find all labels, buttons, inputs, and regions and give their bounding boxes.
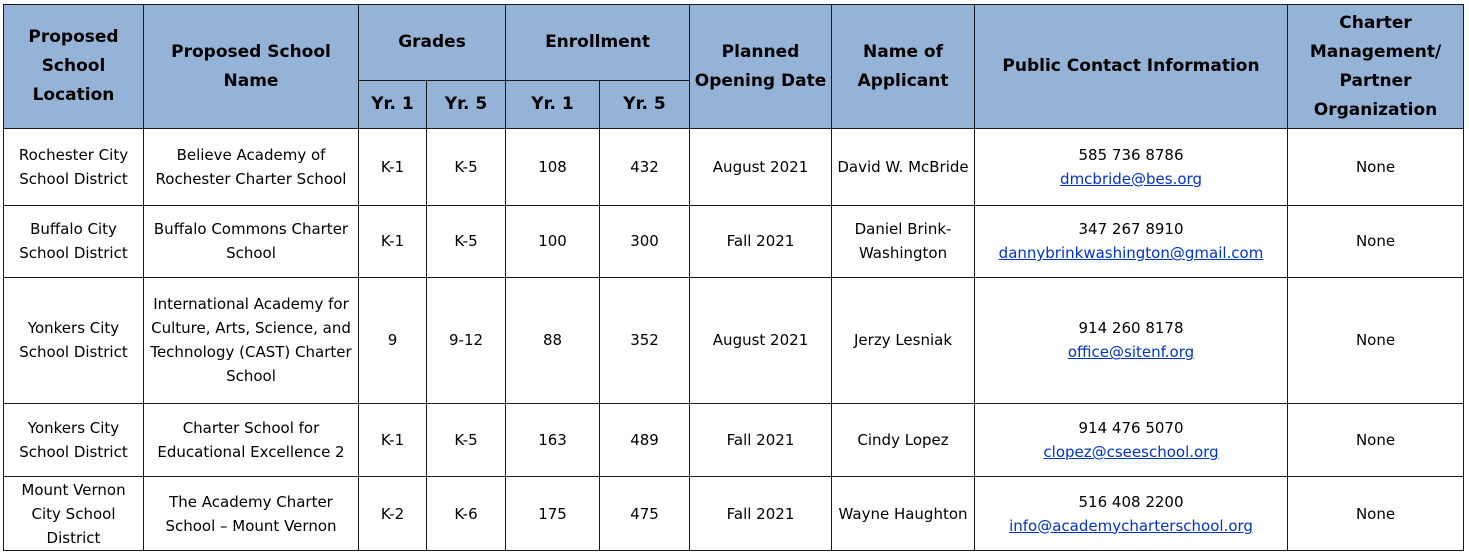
contact-phone: 516 408 2200 <box>1078 492 1184 511</box>
cell-opening-date: August 2021 <box>690 278 832 404</box>
cell-location: Yonkers City School District <box>4 403 144 477</box>
cell-opening-date: Fall 2021 <box>690 403 832 477</box>
cell-contact <box>975 129 1288 206</box>
cell-enroll-yr5: 432 <box>600 129 690 206</box>
header-opening-date: Planned Opening Date <box>690 5 832 129</box>
contact-email-link[interactable]: dmcbride@bes.org <box>1060 169 1202 188</box>
header-enrollment-yr5: Yr. 5 <box>600 81 690 129</box>
contact-phone: 347 267 8910 <box>1078 220 1184 239</box>
header-grades: Grades <box>359 5 506 81</box>
cell-applicant: Wayne Haughton <box>832 477 975 551</box>
cell-grade-yr1: K-1 <box>359 129 427 206</box>
cell-contact <box>975 205 1288 278</box>
header-grades-yr1: Yr. 1 <box>359 81 427 129</box>
cell-opening-date: Fall 2021 <box>690 205 832 278</box>
cell-grade-yr1: K-1 <box>359 403 427 477</box>
header-grades-yr5: Yr. 5 <box>427 81 506 129</box>
cell-school-name: International Academy for Culture, Arts, Science, and Technology (CAST) Charter School <box>144 278 359 404</box>
cell-location: Yonkers City School District <box>4 278 144 404</box>
cell-contact <box>975 477 1288 551</box>
contact-phone: 585 736 8786 <box>1078 145 1184 164</box>
cell-applicant: Daniel Brink-Washington <box>832 205 975 278</box>
cell-cmo: None <box>1288 477 1464 551</box>
cell-cmo: None <box>1288 403 1464 477</box>
cell-grade-yr5: K-5 <box>427 205 506 278</box>
cell-location: Rochester City School District <box>4 129 144 206</box>
cell-location: Mount Vernon City School District <box>4 477 144 551</box>
cell-enroll-yr1: 163 <box>506 403 600 477</box>
cell-school-name: The Academy Charter School – Mount Vernon <box>144 477 359 551</box>
cell-enroll-yr1: 175 <box>506 477 600 551</box>
cell-grade-yr5: K-5 <box>427 129 506 206</box>
charter-applications-table <box>3 4 1464 551</box>
table-row <box>4 477 1464 551</box>
table-row <box>4 205 1464 278</box>
contact-email-link[interactable]: office@sitenf.org <box>1067 343 1195 362</box>
contact-email-link[interactable]: dannybrinkwashington@gmail.com <box>998 244 1264 263</box>
header-enrollment-yr1: Yr. 1 <box>506 81 600 129</box>
cell-grade-yr5: K-5 <box>427 403 506 477</box>
cell-contact <box>975 278 1288 404</box>
header-cmo: Charter Management/ Partner Organization <box>1288 5 1464 129</box>
cell-cmo: None <box>1288 205 1464 278</box>
cell-applicant: David W. McBride <box>832 129 975 206</box>
cell-enroll-yr5: 300 <box>600 205 690 278</box>
table-row <box>4 129 1464 206</box>
header-enrollment: Enrollment <box>506 5 690 81</box>
cell-cmo: None <box>1288 278 1464 404</box>
cell-applicant: Cindy Lopez <box>832 403 975 477</box>
cell-cmo: None <box>1288 129 1464 206</box>
cell-contact <box>975 403 1288 477</box>
header-applicant: Name of Applicant <box>832 5 975 129</box>
contact-email-link[interactable]: clopez@cseeschool.org <box>1043 443 1219 462</box>
cell-grade-yr5: K-6 <box>427 477 506 551</box>
cell-school-name: Buffalo Commons Charter School <box>144 205 359 278</box>
cell-grade-yr1: K-1 <box>359 205 427 278</box>
contact-phone: 914 260 8178 <box>1078 319 1184 338</box>
cell-grade-yr1: K-2 <box>359 477 427 551</box>
table-row <box>4 403 1464 477</box>
header-location: Proposed School Location <box>4 5 144 129</box>
cell-applicant: Jerzy Lesniak <box>832 278 975 404</box>
cell-opening-date: August 2021 <box>690 129 832 206</box>
cell-enroll-yr1: 88 <box>506 278 600 404</box>
header-school-name: Proposed School Name <box>144 5 359 129</box>
header-contact: Public Contact Information <box>975 5 1288 129</box>
cell-enroll-yr1: 100 <box>506 205 600 278</box>
cell-enroll-yr1: 108 <box>506 129 600 206</box>
cell-enroll-yr5: 352 <box>600 278 690 404</box>
table-row <box>4 278 1464 404</box>
cell-school-name: Believe Academy of Rochester Charter School <box>144 129 359 206</box>
contact-email-link[interactable]: info@academycharterschool.org <box>1009 516 1253 535</box>
cell-grade-yr1: 9 <box>359 278 427 404</box>
cell-enroll-yr5: 475 <box>600 477 690 551</box>
contact-phone: 914 476 5070 <box>1078 419 1184 438</box>
cell-opening-date: Fall 2021 <box>690 477 832 551</box>
cell-enroll-yr5: 489 <box>600 403 690 477</box>
cell-location: Buffalo City School District <box>4 205 144 278</box>
cell-school-name: Charter School for Educational Excellence 2 <box>144 403 359 477</box>
cell-grade-yr5: 9-12 <box>427 278 506 404</box>
